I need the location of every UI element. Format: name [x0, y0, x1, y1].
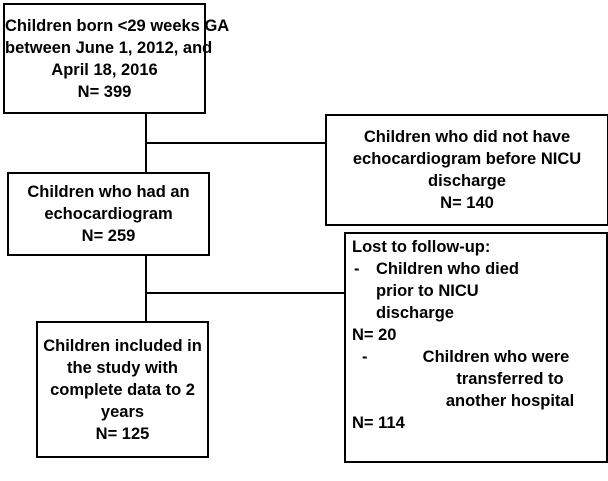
echo-count: N= 259	[81, 227, 136, 245]
transferred-line-3: another hospital	[445, 392, 575, 410]
no-echo-line-1: Children who did not have	[363, 128, 571, 146]
eligible-line-3: April 18, 2016	[51, 60, 158, 79]
transferred-item	[352, 346, 600, 412]
no-echo-line-2: echocardiogram before NICU	[352, 150, 582, 168]
died-bullet: -	[354, 260, 360, 278]
connector-trunk-lower	[145, 256, 147, 321]
lost-to-follow-up-box	[344, 232, 608, 463]
no-echo-line-3: discharge	[428, 172, 506, 190]
eligible-count: N= 399	[77, 82, 132, 101]
echo-line-2: echocardiogram	[44, 205, 173, 223]
died-item	[352, 258, 600, 324]
eligible-line-1: Children born <29 weeks GA	[5, 16, 230, 35]
transferred-line-1: Children who were	[422, 348, 570, 366]
died-line-2: prior to NICU	[376, 282, 479, 300]
connector-branch-lost	[145, 292, 344, 294]
no-echocardiogram-box	[325, 114, 608, 226]
no-echo-count: N= 140	[440, 194, 494, 212]
died-line-3: discharge	[376, 304, 454, 322]
transferred-bullet: -	[362, 348, 368, 366]
included-line-3: complete data to 2	[50, 380, 195, 399]
died-count: N= 20	[352, 326, 397, 344]
connector-branch-excluded	[145, 142, 325, 144]
lost-title: Lost to follow-up:	[352, 238, 491, 256]
eligible-line-2: between June 1, 2012, and	[5, 38, 213, 57]
eligible-children-box	[3, 3, 230, 114]
included-line-2: the study with	[67, 358, 178, 377]
included-line-4: years	[100, 402, 145, 421]
included-line-1: Children included in	[43, 336, 202, 355]
had-echocardiogram-box	[7, 172, 210, 256]
transferred-count: N= 114	[352, 414, 405, 432]
died-line-1: Children who died	[376, 260, 519, 278]
included-children-box	[36, 321, 209, 458]
echo-line-1: Children who had an	[27, 183, 190, 201]
transferred-line-2: transferred to	[456, 370, 564, 388]
included-count: N= 125	[95, 424, 150, 443]
